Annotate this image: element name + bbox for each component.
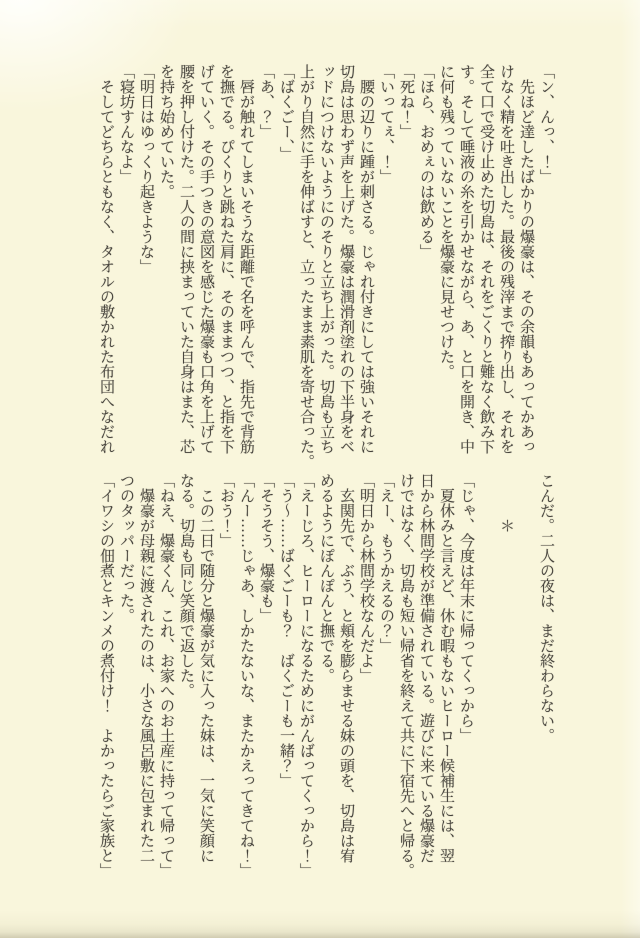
text-column: こんだ。二人の夜は、まだ終わらない。 bbox=[538, 473, 554, 743]
text-column: 「明日はゆっくり起きような」 bbox=[138, 64, 154, 274]
text-column: 腰を押し付けた。二人の間に挟まっていた自身はまた、芯 bbox=[178, 64, 194, 454]
text-column: 「イワシの佃煮とキンメの煮付け！ よかったらご家族と」 bbox=[98, 473, 114, 878]
text-section-farewell bbox=[96, 473, 556, 878]
text-column: 腰の辺りに踵が刺さる。じゃれ付きにしては強いそれに bbox=[358, 64, 374, 454]
text-column: 「えー、もうかえるの？」 bbox=[378, 473, 394, 653]
text-column: この二日で随分と爆豪が気に入った妹は、一気に笑顔に bbox=[198, 473, 214, 863]
text-section-night bbox=[96, 64, 556, 469]
text-column: 「おう！」 bbox=[218, 473, 234, 548]
text-column: 「いってぇ、！」 bbox=[378, 64, 394, 184]
text-column: 「ほら、おめぇのは飲める」 bbox=[418, 64, 434, 259]
text-column: 切島は思わず声を上げた。爆豪は潤滑剤塗れの下半身をベ bbox=[338, 64, 354, 454]
text-column: 「あ、？」 bbox=[258, 64, 274, 139]
text-column: 「寝坊すんなよ」 bbox=[118, 64, 134, 184]
text-column: 「ン、んっ、！」 bbox=[538, 64, 554, 184]
text-column: げていく。その手つきの意図を感じた爆豪も口角を上げて bbox=[198, 64, 214, 454]
text-column: 唇が触れてしまいそうな距離で名を呼んで、指先で背筋 bbox=[238, 64, 254, 454]
text-column: 夏休みと言えど、休む暇もないヒーロー候補生には、翌 bbox=[438, 473, 454, 863]
text-column: を持ち始めていた。 bbox=[158, 64, 174, 199]
text-column: 爆豪が母親に渡されたのは、小さな風呂敷に包まれた二 bbox=[138, 473, 154, 863]
text-column: 「そうそう、爆豪も」 bbox=[258, 473, 274, 623]
text-column: 「じゃ、今度は年末に帰ってくっから」 bbox=[458, 473, 474, 743]
text-column: 「う〜……ばくごーも？ ばくごーも一緒？」 bbox=[278, 473, 294, 788]
text-column: 全て口で受け止めた切島は、それをごくりと難なく飲み下 bbox=[478, 64, 494, 454]
section-divider-asterisk: ＊ bbox=[498, 473, 514, 533]
text-column: ッドにつけないようにのそりと立ち上がった。切島も立ち bbox=[318, 64, 334, 454]
text-column: 「ばくごー、」 bbox=[278, 64, 294, 162]
text-column: に何も残っていないことを爆豪に見せつけた。 bbox=[438, 64, 454, 379]
text-column bbox=[516, 473, 536, 865]
text-column: 先ほど達したばかりの爆豪は、その余韻もあってかあっ bbox=[518, 64, 534, 454]
text-column: 「んー……じゃあ、しかたないな、またかえってきてね！」 bbox=[238, 473, 254, 878]
text-column: 「えーじろ、ヒーローになるためにがんばってくっから！」 bbox=[298, 473, 314, 878]
text-column: 玄関先で、ぶう、と頬を膨らませる妹の頭を、切島は宥 bbox=[338, 473, 354, 863]
text-column: けではなく、切島も短い帰省を終えて共に下宿先へと帰る。 bbox=[398, 473, 414, 878]
text-column: そしてどちらともなく、タオルの敷かれた布団へなだれ bbox=[98, 64, 114, 454]
text-column: 上がり自然に手を伸ばすと、立ったまま素肌を寄せ合った。 bbox=[298, 64, 314, 469]
text-column: めるようにぽんぽんと撫でる。 bbox=[318, 473, 334, 683]
text-column: なる。切島も同じ笑顔で返した。 bbox=[178, 473, 194, 698]
text-column: 日から林間学校が準備されている。遊びに来ている爆豪だ bbox=[418, 473, 434, 863]
text-column: 「明日から林間学校なんだよ」 bbox=[358, 473, 374, 683]
text-column: つのタッパーだった。 bbox=[118, 473, 134, 623]
text-column: けなく精を吐き出した。最後の残滓まで搾り出し、それを bbox=[498, 64, 514, 454]
text-column: 「ねえ、爆豪くん、これ、お家へのお土産に持って帰って」 bbox=[158, 473, 174, 878]
text-column: を撫でる。ぴくりと跳ねた肩に、そのままつつ、と指を下 bbox=[218, 64, 234, 454]
text-column: 「死ね！」 bbox=[398, 64, 414, 139]
text-column: す。そして唾液の糸を引かせながら、あ、と口を開き、中 bbox=[458, 64, 474, 454]
text-column bbox=[476, 473, 496, 865]
